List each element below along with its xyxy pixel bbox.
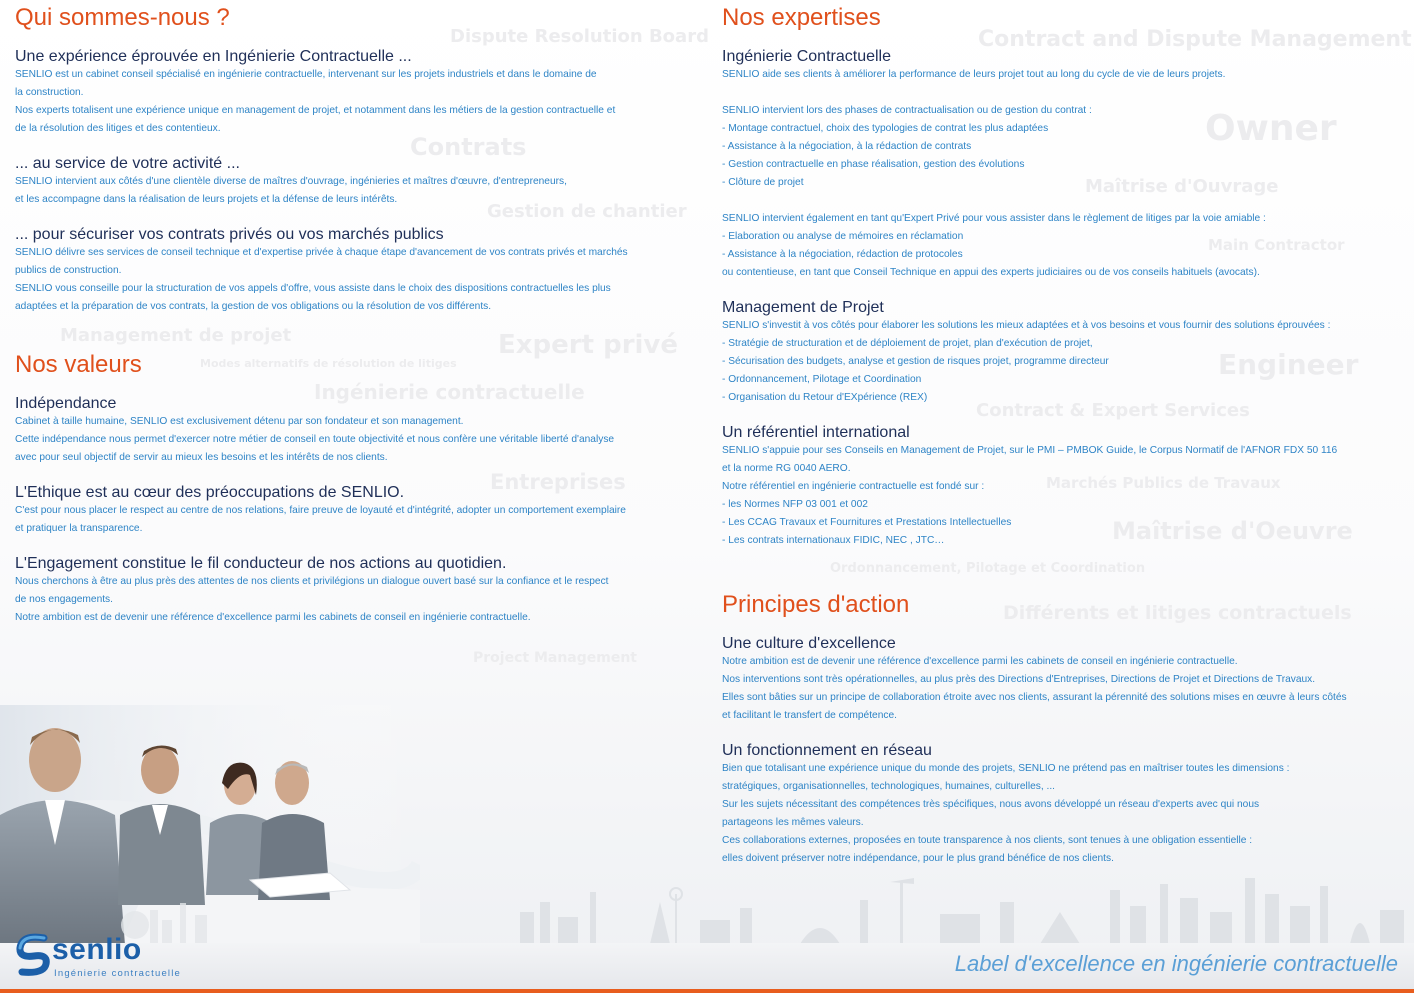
- paragraph-line: SENLIO intervient lors des phases de contractualisation ou de gestion du contrat :: [722, 105, 1092, 116]
- subheading-independance: Indépendance: [15, 395, 117, 412]
- paragraph-line: Notre ambition est de devenir une référence d'excellence parmi les cabinets de conseil en ingénierie contractuelle.: [722, 656, 1238, 667]
- paragraph-line: SENLIO intervient aux côtés d'une clientèle diverse de maîtres d'ouvrage, ingénieries et maîtres d'œuvre, d'entrepreneurs,: [15, 176, 567, 187]
- watermark-text: Marchés Publics de Travaux: [1046, 474, 1281, 492]
- paragraph-line: ou contentieuse, en tant que Conseil Technique en appui des experts judiciaires ou de vos conseils habituels (avocats).: [722, 267, 1260, 278]
- subheading-referentiel-international: Un référentiel international: [722, 424, 910, 441]
- paragraph-line: - Montage contractuel, choix des typologies de contrat les plus adaptées: [722, 123, 1049, 134]
- paragraph-line: Cabinet à taille humaine, SENLIO est exclusivement détenu par son fondateur et son management.: [15, 416, 464, 427]
- subheading-fonctionnement-reseau: Un fonctionnement en réseau: [722, 742, 932, 759]
- watermark-text: Modes alternatifs de résolution de litiges: [200, 357, 457, 370]
- watermark-text: Gestion de chantier: [487, 201, 687, 222]
- watermark-text: Entreprises: [490, 470, 626, 494]
- watermark-text: Management de projet: [60, 325, 292, 346]
- paragraph-line: - Gestion contractuelle en phase réalisation, gestion des évolutions: [722, 159, 1025, 170]
- logo-swirl-icon: [14, 932, 54, 976]
- paragraph-line: - Stratégie de structuration et de déploiement de projet, plan d'exécution de projet,: [722, 338, 1093, 349]
- watermark-text: Contract & Expert Services: [976, 400, 1250, 421]
- paragraph-line: Nos interventions sont très opérationnelles, au plus près des Directions d'Entreprises, Directions de Projet et Directions de Travaux.: [722, 674, 1316, 685]
- subheading-culture-excellence: Une culture d'excellence: [722, 635, 896, 652]
- paragraph-line: et facilitant le transfert de compétence.: [722, 710, 897, 721]
- spacer: [722, 192, 1402, 210]
- paragraph-line: partageons les mêmes valeurs.: [722, 817, 864, 828]
- watermark-text: Main Contractor: [1208, 236, 1345, 254]
- paragraph-line: Cette indépendance nous permet d'exercer notre métier de conseil en toute objectivité et nous confère une véritable liberté d'analyse: [15, 434, 615, 445]
- subheading-management-de-projet: Management de Projet: [722, 299, 884, 316]
- paragraph-line: Bien que totalisant une expérience unique du monde des projets, SENLIO ne prétend pas en maîtriser toutes les dimensions :: [722, 763, 1290, 774]
- paragraph-line: et les accompagne dans la réalisation de leurs projets et la défense de leurs intérêts.: [15, 194, 398, 205]
- paragraph-line: C'est pour nous placer le respect au centre de nos relations, faire preuve de loyauté et d'intégrité, adopter un comportement exemplaire: [15, 505, 626, 516]
- paragraph-line: de la résolution des litiges et des contentieux.: [15, 123, 221, 134]
- subheading-ingenierie-contractuelle: Ingénierie Contractuelle: [722, 48, 891, 65]
- paragraph-line: adaptées et la préparation de vos contrats, la gestion de vos obligations ou la résolution de vos différents.: [15, 301, 492, 312]
- watermark-text: Ordonnancement, Pilotage et Coordination: [830, 561, 1146, 576]
- watermark-text: Contract and Dispute Management: [978, 27, 1412, 52]
- subheading-engagement: L'Engagement constitue le fil conducteur de nos actions au quotidien.: [15, 555, 507, 572]
- paragraph-line: Nous cherchons à être au plus près des attentes de nos clients et privilégions un dialogue ouvert basé sur la confiance et le respect: [15, 576, 609, 587]
- paragraph-line: Elles sont bâties sur un principe de collaboration étroite avec nos clients, assurant la pérennité des solutions mises en œuvre à leurs côtés: [722, 692, 1347, 703]
- footer-tagline: Label d'excellence en ingénierie contractuelle: [954, 951, 1398, 976]
- paragraph-line: avec pour seul objectif de servir au mieux les besoins et les intérêts de nos clients.: [15, 452, 388, 463]
- footer-accent-line: [0, 989, 1414, 993]
- section-title-principes-d-action: Principes d'action: [722, 591, 910, 618]
- paragraph-line: SENLIO vous conseille pour la structuration de vos appels d'offre, vous assiste dans le choix des dispositions contractuelles les plus: [15, 283, 611, 294]
- paragraph-line: la construction.: [15, 87, 84, 98]
- logo-tagline: Ingénierie contractuelle: [54, 968, 182, 979]
- subheading-securiser: ... pour sécuriser vos contrats privés ou vos marchés publics: [15, 226, 444, 243]
- paragraph-line: - Elaboration ou analyse de mémoires en réclamation: [722, 231, 964, 242]
- watermark-text: Maîtrise d'Ouvrage: [1085, 176, 1279, 197]
- paragraph-line: - Assistance à la négociation, à la rédaction de contrats: [722, 141, 972, 152]
- paragraph-line: de nos engagements.: [15, 594, 113, 605]
- watermark-text: Ingénierie contractuelle: [314, 380, 585, 404]
- paragraph-line: - Les CCAG Travaux et Fournitures et Prestations Intellectuelles: [722, 517, 1012, 528]
- paragraph-line: - Sécurisation des budgets, analyse et gestion de risques projet, programme directeur: [722, 356, 1109, 367]
- paragraph-line: - les Normes NFP 03 001 et 002: [722, 499, 868, 510]
- right-column: [722, 4, 1402, 868]
- paragraph-line: elles doivent préserver notre indépendance, pour le plus grand bénéfice de nos clients.: [722, 853, 1114, 864]
- watermark-text: Dispute Resolution Board: [450, 26, 709, 47]
- subheading-experience: Une expérience éprouvée en Ingénierie Contractuelle ...: [15, 48, 412, 65]
- watermark-text: Owner: [1205, 108, 1337, 149]
- paragraph-line: SENLIO est un cabinet conseil spécialisé en ingénierie contractuelle, intervenant sur les projets industriels et dans le domaine de: [15, 69, 597, 80]
- subheading-service: ... au service de votre activité ...: [15, 155, 240, 172]
- paragraph-line: - Organisation du Retour d'EXpérience (REX): [722, 392, 928, 403]
- section-title-nos-valeurs: Nos valeurs: [15, 351, 142, 378]
- paragraph-line: - Clôture de projet: [722, 177, 804, 188]
- paragraph-line: publics de construction.: [15, 265, 122, 276]
- paragraph-line: SENLIO aide ses clients à améliorer la performance de leurs projet tout au long du cycle de vie de leurs projets.: [722, 69, 1226, 80]
- paragraph-line: SENLIO intervient également en tant qu'Expert Privé pour vous assister dans le règlement de litiges par la voie amiable :: [722, 213, 1266, 224]
- hero-photo: [0, 705, 420, 945]
- subheading-ethique: L'Ethique est au cœur des préoccupations de SENLIO.: [15, 484, 405, 501]
- logo-wordmark: senlio: [52, 933, 142, 966]
- paragraph-line: et la norme RG 0040 AERO.: [722, 463, 851, 474]
- paragraph-line: stratégiques, organisationnelles, technologiques, humaines, culturelles, ...: [722, 781, 1055, 792]
- paragraph-line: - Les contrats internationaux FIDIC, NEC , JTC…: [722, 535, 945, 546]
- watermark-text: Engineer: [1218, 348, 1359, 381]
- left-column: [15, 4, 695, 627]
- watermark-text: Contrats: [410, 133, 527, 161]
- spacer: [722, 84, 1402, 102]
- watermark-text: Maîtrise d'Oeuvre: [1112, 517, 1353, 545]
- section-title-nos-expertises: Nos expertises: [722, 4, 881, 31]
- paragraph-line: Notre ambition est de devenir une référence d'excellence parmi les cabinets de conseil en ingénierie contractuelle.: [15, 612, 531, 623]
- paragraph-line: Ces collaborations externes, proposées en toute transparence à nos clients, sont tenues à une obligation essentielle :: [722, 835, 1253, 846]
- paragraph-line: Sur les sujets nécessitant des compétences très spécifiques, nous avons développé un réseau d'experts avec qui nous: [722, 799, 1260, 810]
- watermark-text: Expert privé: [498, 330, 679, 360]
- paragraph-line: - Ordonnancement, Pilotage et Coordination: [722, 374, 922, 385]
- paragraph-line: Nos experts totalisent une expérience unique en management de projet, et notamment dans les métiers de la gestion contractuelle et: [15, 105, 616, 116]
- paragraph-line: SENLIO s'investit à vos côtés pour élaborer les solutions les mieux adaptées et à vos besoins et vous fournir des solutions éprouvées :: [722, 320, 1331, 331]
- paragraph-line: SENLIO s'appuie pour ses Conseils en Management de Projet, sur le PMI – PMBOK Guide, le Corpus Normatif de l'AFNOR FDX 50 116: [722, 445, 1338, 456]
- city-skyline-illustration: [500, 872, 1414, 944]
- paragraph-line: - Assistance à la négociation, rédaction de protocoles: [722, 249, 963, 260]
- paragraph-line: Notre référentiel en ingénierie contractuelle est fondé sur :: [722, 481, 985, 492]
- section-title-qui-sommes-nous: Qui sommes-nous ?: [15, 4, 230, 31]
- paragraph-line: SENLIO délivre ses services de conseil technique et d'expertise privée à chaque étape d'avancement de vos contrats privés et marchés: [15, 247, 628, 258]
- watermark-text: Project Management: [473, 650, 637, 666]
- watermark-text: Différents et litiges contractuels: [1003, 602, 1352, 624]
- paragraph-line: et pratiquer la transparence.: [15, 523, 143, 534]
- senlio-logo: [14, 932, 184, 982]
